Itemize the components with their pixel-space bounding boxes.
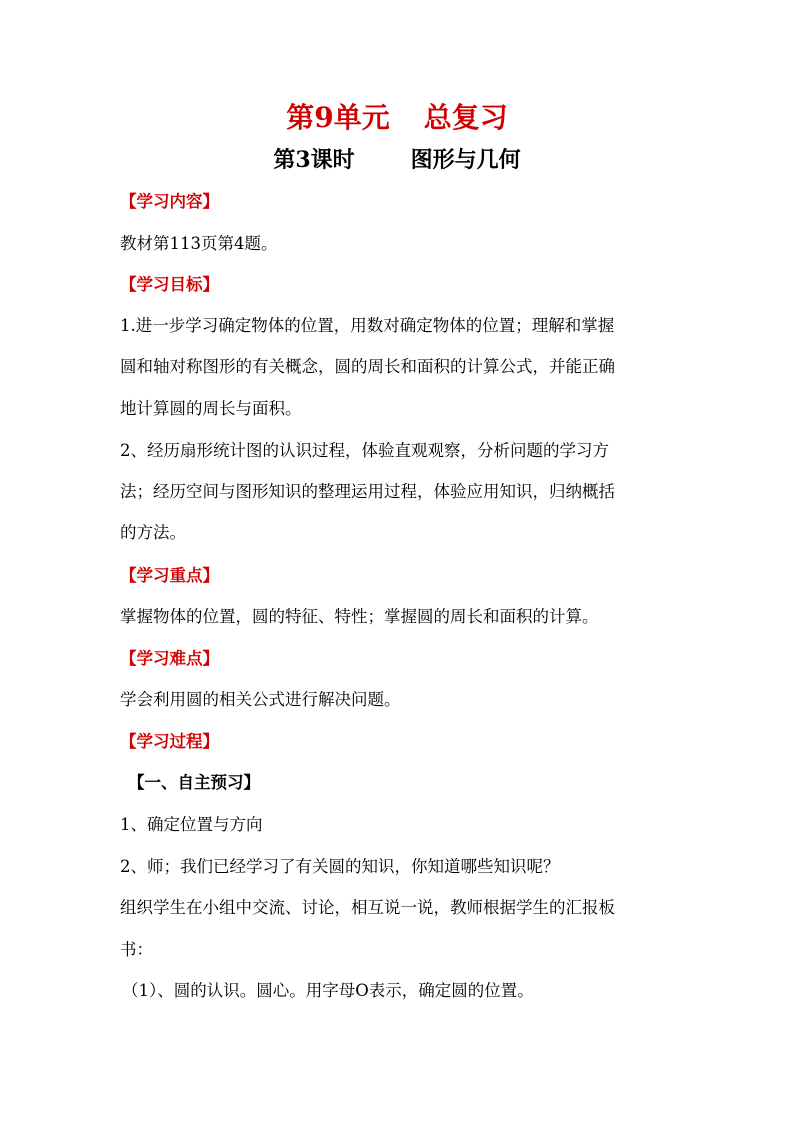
difficulty-heading: 【学习难点】 <box>120 649 219 668</box>
item1: 1、确定位置与方向 <box>120 815 263 834</box>
circle-item: （1）、圆的认识。圆心。用字母O表示，确定圆的位置。 <box>122 981 534 1000</box>
content-heading: 【学习内容】 <box>120 192 219 211</box>
preview-heading: 【一、自主预习】 <box>128 773 260 792</box>
review-label: 总复习 <box>423 101 508 134</box>
organize-line1: 组织学生在小组中交流、讨论，相互说一说，教师根据学生的汇报板 <box>120 898 615 917</box>
goal2-line2: 法；经历空间与图形知识的整理运用过程，体验应用知识，归纳概括 <box>120 482 615 501</box>
item2: 2、师；我们已经学习了有关圆的知识，你知道哪些知识呢？ <box>120 857 560 876</box>
process-heading: 【学习过程】 <box>120 732 219 751</box>
difficulty-text: 学会利用圆的相关公式进行解决问题。 <box>120 690 401 709</box>
organize-line2: 书： <box>120 940 153 959</box>
key-text: 掌握物体的位置，圆的特征、特性；掌握圆的周长和面积的计算。 <box>120 607 599 626</box>
unit-title <box>0 98 794 138</box>
goal1-line3: 地计算圆的周长与面积。 <box>120 399 302 418</box>
goal1-line2: 圆和轴对称图形的有关概念，圆的周长和面积的计算公式，并能正确 <box>120 357 615 376</box>
key-heading: 【学习重点】 <box>120 566 219 585</box>
goal1-line1: 1.进一步学习确定物体的位置，用数对确定物体的位置；理解和掌握 <box>120 316 615 335</box>
unit-number: 第9单元 <box>286 101 390 134</box>
goals-heading: 【学习目标】 <box>120 275 219 294</box>
goal2-line3: 的方法。 <box>120 523 186 542</box>
lesson-title <box>0 144 794 176</box>
lesson-number: 第3课时 <box>273 147 355 173</box>
goal2-line1: 2、经历扇形统计图的认识过程，体验直观观察，分析问题的学习方 <box>120 441 609 460</box>
lesson-topic: 图形与几何 <box>410 147 521 173</box>
content-text: 教材第113页第4题。 <box>120 234 278 253</box>
